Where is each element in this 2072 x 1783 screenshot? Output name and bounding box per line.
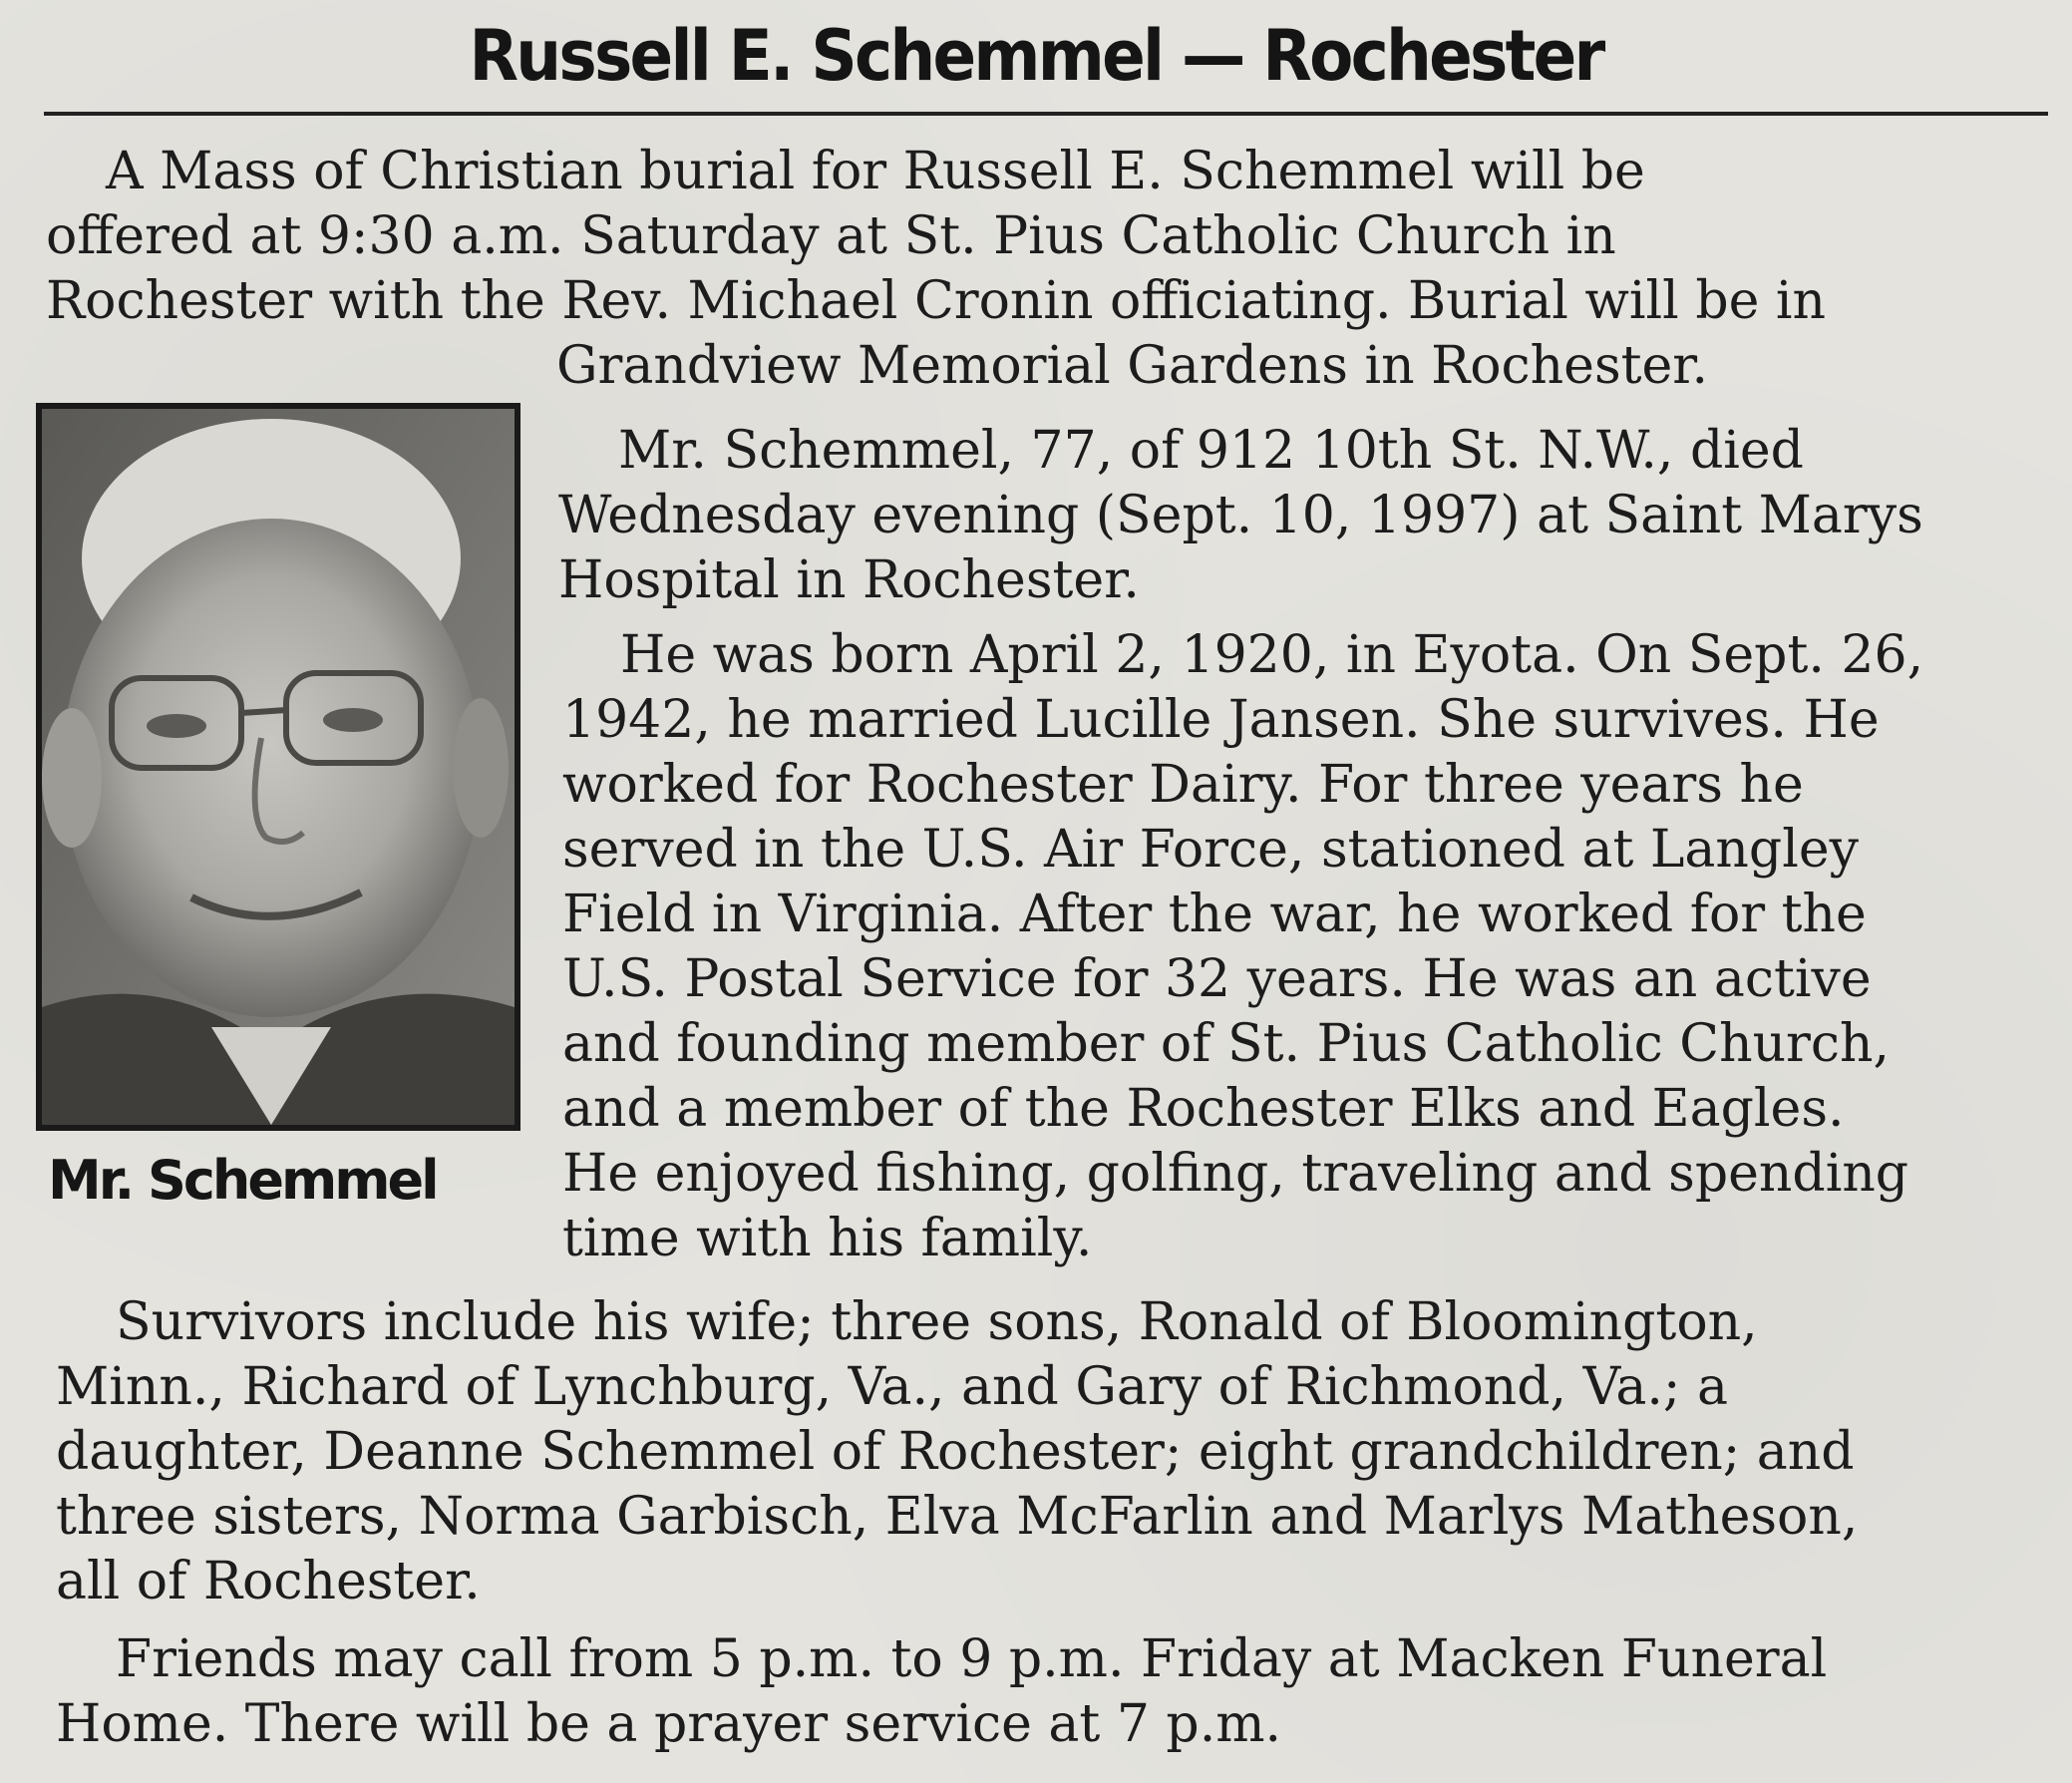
text-line: A Mass of Christian burial for Russell E. Schemmel will be	[106, 142, 1645, 201]
text-line: worked for Rochester Dairy. For three years he	[562, 755, 1804, 815]
paragraph-survivors	[56, 1290, 1858, 1614]
text-line: Home. There will be a prayer service at 7 p.m.	[56, 1694, 1282, 1754]
text-line: served in the U.S. Air Force, stationed at Langley	[562, 820, 1859, 880]
portrait-photo	[36, 403, 520, 1131]
text-line: Hospital in Rochester.	[558, 550, 1140, 610]
text-line: Grandview Memorial Gardens in Rochester.	[556, 336, 1708, 396]
text-line: Friends may call from 5 p.m. to 9 p.m. Friday at Macken Funeral	[116, 1629, 1828, 1689]
portrait-image	[42, 409, 515, 1125]
text-line: Field in Virginia. After the war, he worked for the	[562, 885, 1867, 944]
text-line: offered at 9:30 a.m. Saturday at St. Pius Catholic Church in	[46, 206, 1616, 266]
text-line: daughter, Deanne Schemmel of Rochester; eight grandchildren; and	[56, 1422, 1855, 1482]
text-line: Wednesday evening (Sept. 10, 1997) at Saint Marys	[558, 486, 1923, 545]
text-line: all of Rochester.	[56, 1552, 481, 1611]
text-line: He enjoyed fishing, golfing, traveling and spending	[562, 1144, 1909, 1204]
text-line: Mr. Schemmel, 77, of 912 10th St. N.W., died	[618, 421, 1804, 481]
text-line: He was born April 2, 1920, in Eyota. On Sept. 26,	[620, 625, 1924, 685]
text-line: three sisters, Norma Garbisch, Elva McFarlin and Marlys Matheson,	[56, 1487, 1859, 1547]
paragraph-visitation	[56, 1627, 1827, 1757]
text-line: U.S. Postal Service for 32 years. He was an active	[562, 949, 1872, 1009]
paragraph-biography	[562, 623, 1923, 1271]
text-line: and founding member of St. Pius Catholic Church,	[562, 1014, 1891, 1074]
text-line: Survivors include his wife; three sons, Ronald of Bloomington,	[116, 1292, 1758, 1352]
headline-rule	[44, 112, 2048, 116]
text-line: and a member of the Rochester Elks and Eagles.	[562, 1079, 1845, 1139]
text-line: Minn., Richard of Lynchburg, Va., and Gary of Richmond, Va.; a	[56, 1357, 1728, 1417]
paragraph-death	[558, 419, 1923, 613]
text-line: Rochester with the Rev. Michael Cronin officiating. Burial will be in	[46, 271, 1827, 331]
text-line: time with his family.	[562, 1209, 1093, 1268]
headline: Russell E. Schemmel — Rochester	[469, 15, 1603, 97]
photo-caption: Mr. Schemmel	[48, 1149, 437, 1212]
paragraph-burial	[46, 140, 1826, 399]
text-line: 1942, he married Lucille Jansen. She survives. He	[562, 690, 1880, 750]
